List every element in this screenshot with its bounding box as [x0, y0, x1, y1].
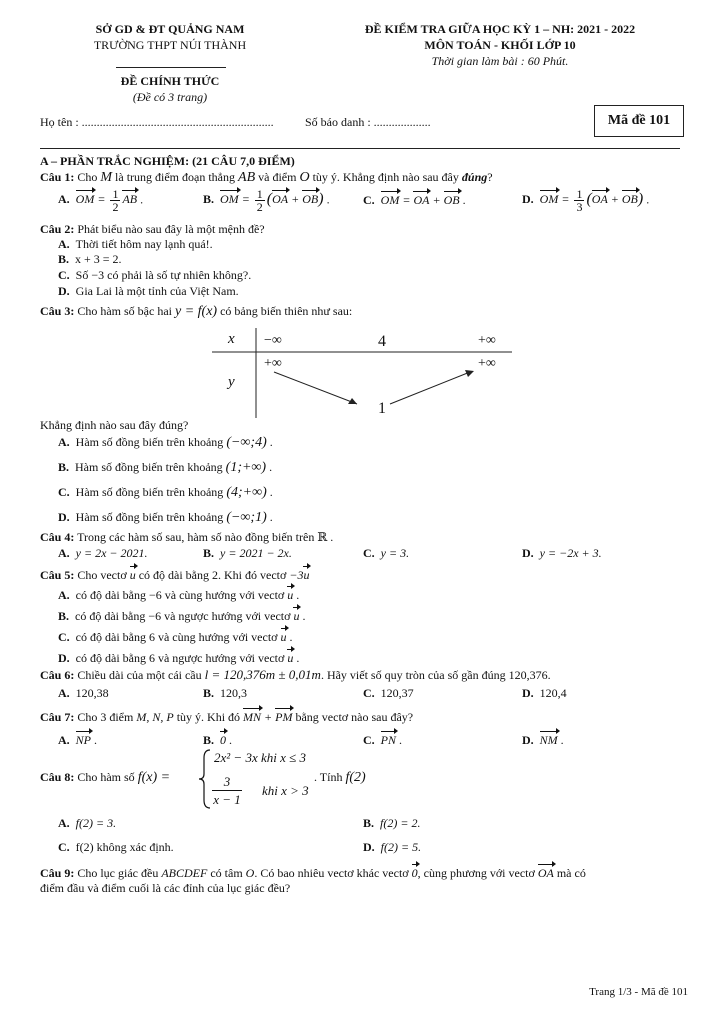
page-footer: Trang 1/3 - Mã đề 101: [589, 986, 688, 998]
table-x: x: [228, 331, 235, 347]
table-neg-inf: −∞: [264, 333, 282, 348]
q7-vec-mn: MN: [243, 710, 262, 724]
header-divider: [116, 67, 226, 68]
table-y-start: +∞: [264, 356, 282, 371]
q4-option-b[interactable]: B. y = 2021 − 2x.: [203, 546, 292, 560]
q6-text-b: . Hãy viết số quy tròn của số gần đúng 120,376.: [320, 668, 551, 682]
q2-option-d[interactable]: D. Gia Lai là một tỉnh của Việt Nam.: [58, 284, 239, 298]
question-7: [40, 710, 413, 724]
q6-formula: l = 120,376m ± 0,01m: [204, 667, 321, 682]
q7-text-b: tùy ý. Khi đó: [176, 710, 241, 724]
question-4: [40, 530, 333, 544]
q5-vec-u2: u: [303, 568, 310, 582]
table-y: y: [228, 374, 235, 390]
q2-option-c[interactable]: C. Số −3 có phải là số tự nhiên không?.: [58, 268, 252, 282]
q4-option-a[interactable]: A. y = 2x − 2021.: [58, 546, 148, 560]
q9-text-d: , cùng phương với vectơ: [417, 866, 535, 880]
q7-text-c: bằng vectơ nào sau đây?: [295, 710, 414, 724]
q5-vec-u: u: [129, 568, 136, 582]
q8-case-2-den: x − 1: [213, 792, 241, 807]
official-label: ĐỀ CHÍNH THỨC: [120, 74, 220, 88]
q6-option-d[interactable]: D. 120,4: [522, 686, 567, 700]
q1-var-ab: AB: [238, 170, 256, 185]
q3-text-b: có bảng biến thiên như sau:: [220, 304, 353, 318]
department: SỞ GD & ĐT QUẢNG NAM: [95, 22, 245, 36]
q7-text: Cho 3 điểm: [77, 710, 134, 724]
time-limit: Thời gian làm bài : 60 Phút.: [431, 54, 569, 68]
table-pos-inf: +∞: [478, 333, 496, 348]
q5-neg3: −3: [289, 568, 304, 582]
q6-option-b[interactable]: B. 120,3: [203, 686, 248, 700]
q2-text: Phát biểu nào sau đây là một mệnh đề?: [77, 222, 265, 236]
q2-label: Câu 2:: [40, 222, 75, 236]
q1-text-b: là trung điểm đoạn thẳng: [115, 170, 236, 184]
q8-brace: [198, 748, 212, 810]
table-min: 1: [378, 400, 386, 417]
q4-option-c[interactable]: C. y = 3.: [363, 546, 410, 560]
q9-text: Cho lục giác đều: [77, 866, 159, 880]
q8-case-2-num: 3: [212, 774, 242, 791]
q6-label: Câu 6:: [40, 668, 75, 682]
q1-end: ?: [487, 170, 493, 184]
q5-option-d[interactable]: D. có độ dài bằng 6 và ngược hướng với vectơ u .: [58, 651, 300, 665]
school-name: TRƯỜNG THPT NÚI THÀNH: [93, 38, 247, 52]
q1-option-a[interactable]: A. OM = $\frac{1}{2}$ AB .: [58, 187, 144, 214]
q9-hexagon: ABCDEF: [161, 866, 208, 880]
q8-f2: f(2): [345, 770, 366, 785]
section-title: A – PHẦN TRẮC NGHIỆM: (21 CÂU 7,0 ĐIỂM): [40, 154, 295, 168]
q5-option-c[interactable]: C. có độ dài bằng 6 và cùng hướng với vectơ u .: [58, 630, 293, 644]
q8-option-d[interactable]: D. f(2) = 5.: [363, 840, 422, 854]
question-9: [40, 866, 586, 880]
q5-option-a[interactable]: A. có độ dài bằng −6 và cùng hướng với vectơ u .: [58, 588, 300, 602]
q1-label: Câu 1:: [40, 170, 75, 184]
section-divider: [40, 148, 680, 149]
table-four: 4: [378, 333, 386, 350]
question-1: [40, 170, 493, 185]
q3-ask: Khẳng định nào sau đây đúng?: [40, 418, 189, 432]
q1-text-c: và điểm: [258, 170, 297, 184]
q7-option-a[interactable]: A. NP .: [58, 733, 98, 747]
q1-text: Cho: [77, 170, 98, 184]
q1-text-d: tùy ý. Khẳng định nào sau đây: [312, 170, 459, 184]
q8-tail: [314, 770, 366, 786]
exam-title: ĐỀ KIỂM TRA GIỮA HỌC KỲ 1 – NH: 2021 - 2022: [364, 22, 636, 36]
variation-table: [212, 328, 512, 418]
question-8: [40, 770, 170, 785]
q7-points: M, N, P: [136, 710, 174, 724]
q8-text-b: . Tính: [314, 770, 343, 784]
pages-note: (Đề có 3 trang): [132, 90, 208, 104]
q9-line-2: điểm đầu và điểm cuối là các đỉnh của lục giác đều?: [40, 881, 291, 895]
q3-option-d[interactable]: D. Hàm số đồng biến trên khoảng (−∞;1) .: [58, 510, 273, 525]
q9-text-b: có tâm: [210, 866, 243, 880]
subject: MÔN TOÁN - KHỐI LỚP 10: [424, 38, 576, 52]
q1-option-c[interactable]: C. OM = OA + OB .: [363, 193, 466, 207]
q1-option-d[interactable]: D. OM = $\frac{1}{3}$ (OA + OB) .: [522, 187, 650, 214]
q8-text: Cho hàm số: [77, 770, 135, 784]
q7-option-b[interactable]: B. 0 .: [203, 733, 233, 747]
sbd-field: Số báo danh : ...................: [305, 115, 431, 129]
q1-emphasis: đúng: [461, 170, 488, 184]
q4-label: Câu 4:: [40, 530, 75, 544]
exam-code-box: Mã đề 101: [594, 105, 684, 137]
q8-option-a[interactable]: A. f(2) = 3.: [58, 816, 117, 830]
variation-table-lines: [212, 328, 512, 418]
q2-option-b[interactable]: B. x + 3 = 2.: [58, 252, 122, 266]
q8-fx: f(x) =: [137, 770, 171, 785]
q8-option-c[interactable]: C. f(2) không xác định.: [58, 840, 174, 854]
q7-label: Câu 7:: [40, 710, 75, 724]
q3-func: y = f(x): [175, 304, 218, 319]
q9-vec-zero: 0: [411, 866, 418, 880]
q9-vec-oa: OA: [537, 866, 554, 880]
q1-option-b[interactable]: B. OM = $\frac{1}{2}$ (OA + OB) .: [203, 187, 330, 214]
q8-case-2-cond: khi x > 3: [262, 783, 309, 798]
q7-option-c[interactable]: C. PN .: [363, 733, 403, 747]
q6-option-c[interactable]: C. 120,37: [363, 686, 414, 700]
question-2: [40, 222, 265, 236]
q3-option-c[interactable]: C. Hàm số đồng biến trên khoảng (4;+∞) .: [58, 485, 273, 500]
q5-option-b[interactable]: B. có độ dài bằng −6 và ngược hướng với vectơ u .: [58, 609, 306, 623]
q3-text: Cho hàm số bậc hai: [77, 304, 172, 318]
table-y-end: +∞: [478, 356, 496, 371]
q5-text: Cho vectơ: [77, 568, 127, 582]
question-5: [40, 568, 309, 582]
q6-text: Chiều dài của một cái cầu: [77, 668, 202, 682]
q7-vec-pm: PM: [275, 710, 293, 724]
q7-plus: +: [264, 710, 273, 724]
q9-label: Câu 9:: [40, 866, 75, 880]
q3-option-b[interactable]: B. Hàm số đồng biến trên khoảng (1;+∞) .: [58, 460, 273, 475]
question-6: [40, 668, 551, 682]
question-3: [40, 304, 352, 319]
q3-label: Câu 3:: [40, 304, 75, 318]
q2-option-a[interactable]: A. Thời tiết hôm nay lạnh quá!.: [58, 237, 213, 251]
q9-text-c: . Có bao nhiêu vectơ khác vectơ: [254, 866, 409, 880]
q6-option-a[interactable]: A. 120,38: [58, 686, 109, 700]
q9-text-e: mà có: [556, 866, 586, 880]
q8-label: Câu 8:: [40, 770, 75, 784]
q1-var-o: O: [299, 170, 310, 185]
q3-option-a[interactable]: A. Hàm số đồng biến trên khoảng (−∞;4) .: [58, 435, 273, 450]
q1-var-m: M: [100, 170, 113, 185]
q7-option-d[interactable]: D. NM .: [522, 733, 564, 747]
name-field: Họ tên : ................................................................: [40, 115, 274, 129]
q9-var-o: O: [245, 866, 255, 880]
q8-option-b[interactable]: B. f(2) = 2.: [363, 816, 421, 830]
q5-label: Câu 5:: [40, 568, 75, 582]
q5-text-b: có độ dài bằng 2. Khi đó vectơ: [138, 568, 287, 582]
q8-case-1: 2x² − 3x khi x ≤ 3: [214, 750, 306, 765]
q4-text: Trong các hàm số sau, hàm số nào đồng biến trên ℝ .: [77, 530, 334, 544]
q4-option-d[interactable]: D. y = −2x + 3.: [522, 546, 602, 560]
